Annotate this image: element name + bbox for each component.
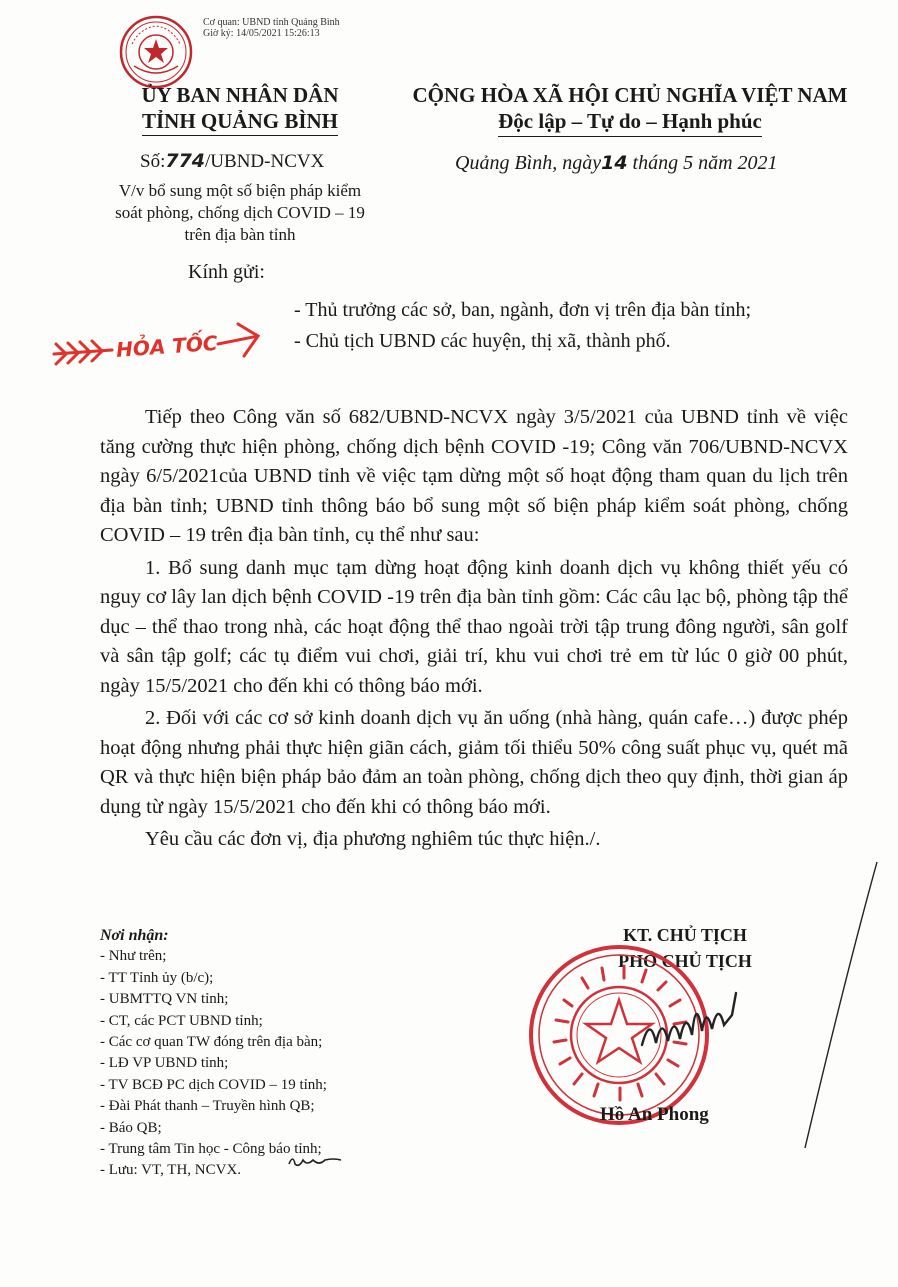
issuer-header [100,82,380,136]
distribution-item: - TT Tỉnh ủy (b/c); [100,969,214,986]
distribution-item: - Các cơ quan TW đóng trên địa bàn; [100,1034,323,1051]
distribution-item: - TV BCĐ PC dịch COVID – 19 tỉnh; [100,1076,327,1093]
signer-name: Hồ An Phong [600,1104,709,1125]
place-date-day: 14 [601,152,628,174]
issuer-line1: ỦY BAN NHÂN DÂN [141,83,339,107]
body-paragraph: 2. Đối với các cơ sở kinh doanh dịch vụ ăn uống (nhà hàng, quán cafe…) được phép hoạt động nhưng phải thực hiện giãn cách, giảm tối thiểu 50% công suất phục vụ, quét mã QR và thực hiện biện pháp bảo đảm an toàn phòng, chống dịch theo quy định, thời gian áp dụng từ ngày 15/5/2021 cho đến khi có thông báo mới. [100,707,848,818]
national-header [390,82,870,137]
national-title: CỘNG HÒA XÃ HỘI CHỦ NGHĨA VIỆT NAM [412,83,848,107]
signer-role-line2: PHÓ CHỦ TỊCH [618,951,752,971]
place-date-after: tháng 5 năm 2021 [627,152,778,174]
body-paragraph: 1. Bổ sung danh mục tạm dừng hoạt động kinh doanh dịch vụ không thiết yếu có nguy cơ lây lan dịch bệnh COVID -19 trên địa bàn tỉnh gồm: Các câu lạc bộ, phòng tập thể dục – thể thao trong nhà, các hoạt động thể thao ngoài trời tập trung đông người, sân golf và sân tập golf; các tụ điểm vui chơi, giải trí, khu vui chơi trẻ em từ lúc 0 giờ 00 phút, ngày 15/5/2021 cho đến khi có thông báo mới. [100,556,848,697]
esign-seal-icon [118,14,194,90]
greeting: Kính gửi: [188,261,265,283]
docno-handwritten: 774 [165,150,206,172]
docno-prefix: Số: [140,151,166,172]
initials-scribble-icon [285,1148,345,1172]
distribution-item: - Trung tâm Tin học - Công báo tỉnh; [100,1141,322,1158]
distribution-item: - Lưu: VT, TH, NCVX. [100,1162,242,1179]
esign-agency: Cơ quan: UBND tỉnh Quảng Bình [203,17,340,28]
distribution-item: - Đài Phát thanh – Truyền hình QB; [100,1098,315,1115]
distribution-item: - Như trên; [100,948,167,965]
distribution-title: Nơi nhận: [100,927,169,944]
place-date [455,152,778,175]
body-paragraph: Tiếp theo Công văn số 682/UBND-NCVX ngày 3/5/2021 của UBND tỉnh về việc tăng cường thực hiện phòng, chống dịch bệnh COVID -19; Công văn 706/UBND-NCVX ngày 6/5/2021của UBND tỉnh về việc tạm dừng một số hoạt động tham quan du lịch trên địa bàn tỉnh; UBND tỉnh thông báo bổ sung một số biện pháp kiểm soát phòng, chống COVID – 19 trên địa bàn tỉnh, cụ thể như sau: [100,406,848,546]
esign-info [203,17,340,39]
signer-role-line1: KT. CHỦ TỊCH [623,925,747,945]
recipient-item: - Thủ trưởng các sở, ban, ngành, đơn vị trên địa bàn tỉnh; [294,299,752,321]
document-subject [92,180,388,246]
distribution-item: - UBMTTQ VN tỉnh; [100,991,229,1008]
subject-line: V/v bổ sung một số biện pháp kiểm [118,181,362,200]
subject-line: soát phòng, chống dịch COVID – 19 [115,203,365,222]
recipient-list [294,295,751,357]
pen-stroke-icon [795,858,885,1158]
body-paragraph: Yêu cầu các đơn vị, địa phương nghiêm túc thực hiện./. [145,828,601,850]
issuer-line2: TỈNH QUẢNG BÌNH [142,108,338,136]
distribution-item: - CT, các PCT UBND tỉnh; [100,1012,263,1029]
place-date-before: Quảng Bình, ngày [455,152,602,174]
docno-suffix: /UBND-NCVX [205,151,325,172]
esign-time: Giờ ký: 14/05/2021 15:26:13 [203,28,320,39]
subject-line: trên địa bàn tỉnh [184,225,296,244]
urgent-stamp-icon [48,316,268,378]
national-motto: Độc lập – Tự do – Hạnh phúc [498,108,762,137]
urgent-stamp-text: HỎA TỐC [115,330,219,362]
distribution-item: - Báo QB; [100,1119,162,1136]
distribution-item: - LĐ VP UBND tỉnh; [100,1055,229,1072]
recipient-item: - Chủ tịch UBND các huyện, thị xã, thành phố. [294,330,671,352]
distribution-list [100,925,327,1182]
handwritten-signature-icon [640,985,750,1065]
document-number [140,150,324,173]
document-body [100,403,848,858]
